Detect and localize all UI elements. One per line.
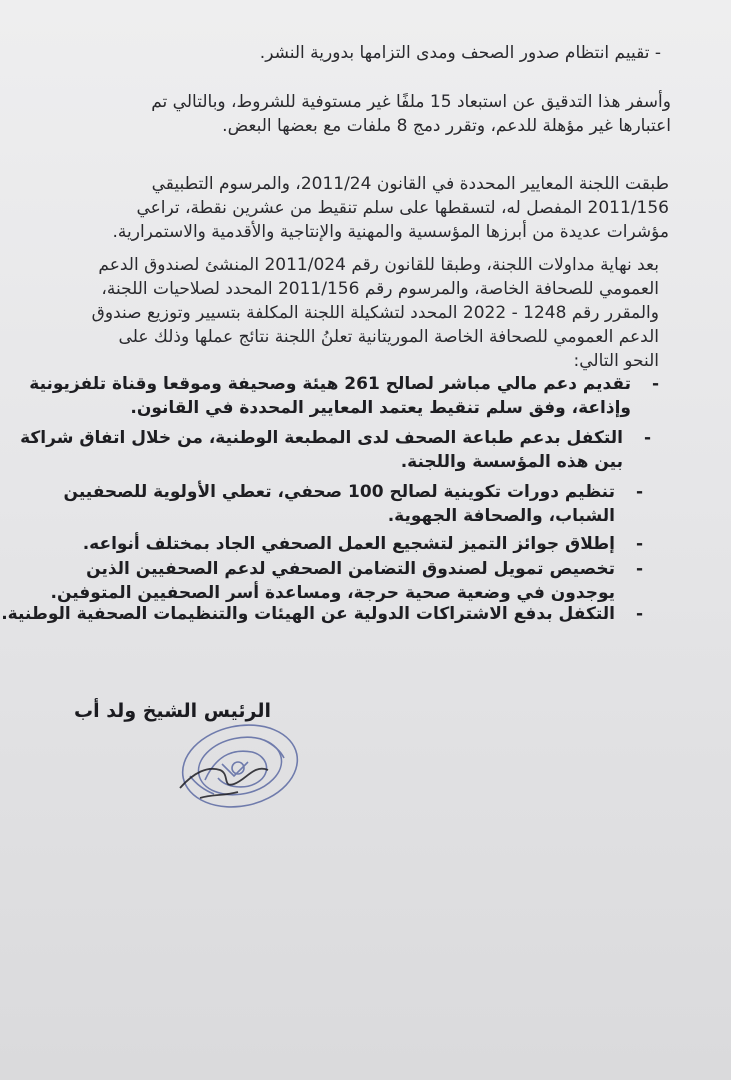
paragraph-criteria [113,172,670,244]
list-item-international-subscriptions [1,602,643,626]
official-stamp-icon [160,718,310,818]
list-item-line: يوجدون في وضعية صحية حرجة، ومساعدة أسر الصحفيين المتوفين. [50,583,615,603]
list-item-solidarity-fund [50,557,643,605]
list-item-line: تخصيص تمويل لصندوق التضامن الصحفي لدعم الصحفيين الذين [86,559,615,579]
list-item-direct-financial-support [29,372,659,420]
signature-name: الرئيس الشيخ ولد أب [73,700,271,722]
list-item-line: التكفل بدعم طباعة الصحف لدى المطبعة الوطنية، من خلال اتفاق شراكة [20,428,623,448]
list-item-line: الشباب، والصحافة الجهوية. [387,506,615,526]
paragraph-audit-result [151,90,671,138]
list-marker: - [635,559,643,579]
paragraph-line: اعتبارها غير مؤهلة للدعم، وتقرر دمج 8 ملفات مع بعضها البعض. [222,116,671,136]
paragraph-line: مؤشرات عديدة من أبرزها المؤسسية والمهنية والإنتاجية والأقدمية والاستمرارية. [112,222,669,242]
paragraph-line: العمومي للصحافة الخاصة، والمرسوم رقم 2011/156 المحدد لصلاحيات اللجنة، [101,279,659,299]
paragraph-line: والمقرر رقم 1248 - 2022 المحدد لتشكيلة اللجنة المكلفة بتسيير وتوزيع صندوق [91,303,659,323]
list-item-line: تنظيم دورات تكوينية لصالح 100 صحفي، تعطي الأولوية للصحفيين [63,482,615,502]
list-item-line: التكفل بدفع الاشتراكات الدولية عن الهيئات والتنظيمات الصحفية الوطنية. [1,604,615,624]
list-marker: - [651,374,659,394]
list-marker: - [643,428,651,448]
list-item-line: تقديم دعم مالي مباشر لصالح 261 هيئة وصحيفة وموقعا وقناة تلفزيونية [29,374,631,394]
paragraph-line: النحو التالي: [573,351,659,371]
list-marker: - [635,534,643,554]
paragraph-line: الدعم العمومي للصحافة الخاصة الموريتانية تعلنُ اللجنة نتائج عملها وذلك على [118,327,659,347]
list-item-line: وإذاعة، وفق سلم تنقيط يعتمد المعايير المحددة في القانون. [130,398,631,418]
list-item-training-courses [64,480,643,528]
paragraph-line: طبقت اللجنة المعايير المحددة في القانون 2011/24، والمرسوم التطبيقي [151,174,669,194]
list-item-printing-support [20,426,651,474]
list-item-line: بين هذه المؤسسة واللجنة. [400,452,623,472]
list-item-line: إطلاق جوائز التميز لتشجيع العمل الصحفي الجاد بمختلف أنواعه. [82,534,615,554]
paragraph-publication-regularity [260,41,661,65]
list-marker: - [635,482,643,502]
list-marker: - [635,604,643,624]
paragraph-line: بعد نهاية مداولات اللجنة، وطبقا للقانون رقم 2011/024 المنشئ لصندوق الدعم [98,255,659,275]
paragraph-line: وأسفر هذا التدقيق عن استبعاد 15 ملفًا غير مستوفية للشروط، وبالتالي تم [151,92,671,112]
list-item-excellence-awards [83,532,643,556]
paragraph-committee-announcement [92,253,659,373]
paragraph-line: 2011/156 المفصل له، لتسقطها على سلم تنقيط من عشرين نقطة، تراعي [136,198,669,218]
paragraph-line: - تقييم انتظام صدور الصحف ومدى التزامها بدورية النشر. [259,43,661,63]
